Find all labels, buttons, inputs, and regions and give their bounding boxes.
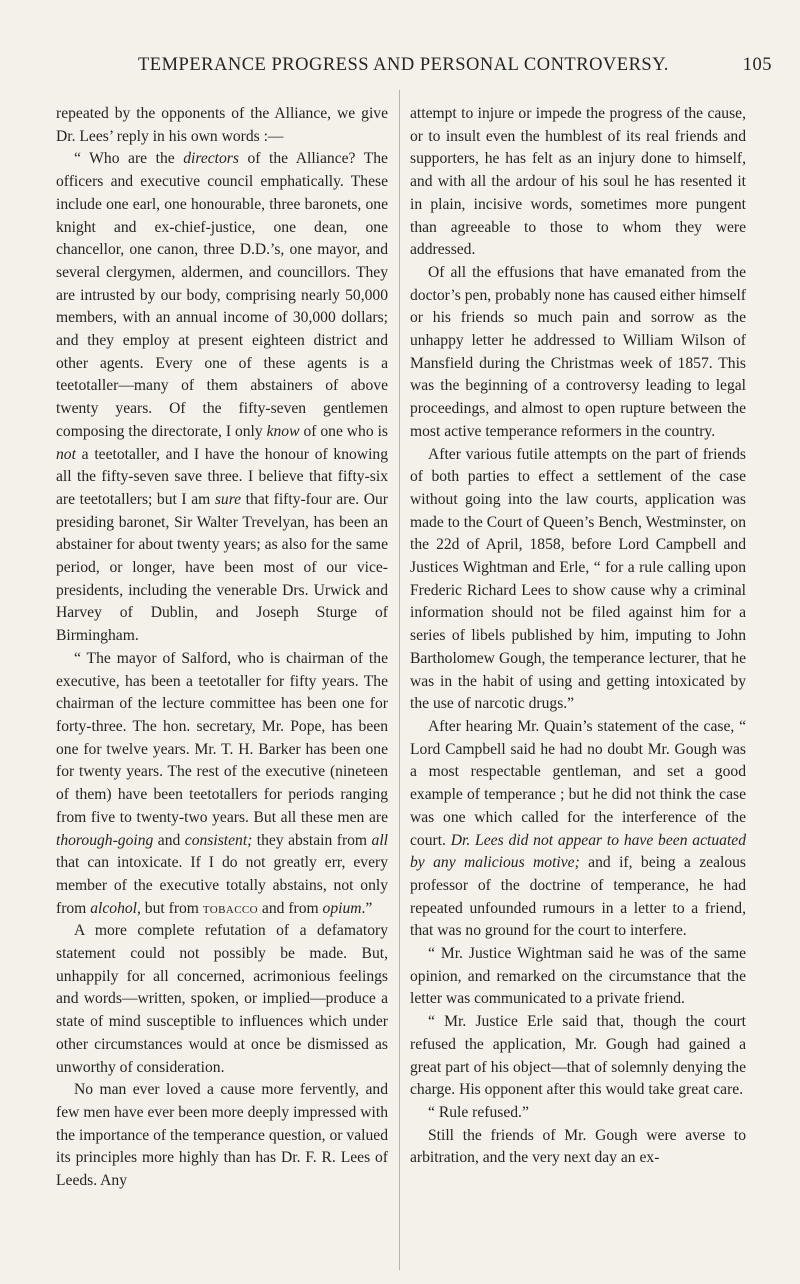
- column-divider: [399, 90, 400, 1270]
- right-column: [410, 103, 746, 1170]
- paragraph: After hearing Mr. Quain’s statement of the case, “ Lord Campbell said he had no doubt Mr. Gough was a most respectable gentleman, and set a good example of temperance ; but he did not think the case was one which called for the interference of the court. Dr. Lees did not appear to have been actuated by any malicious motive; and if, being a zealous professor of the doctrine of temperance, he had repeated unfounded rumours in a letter to a friend, that was no ground for the court to interfere.: [410, 717, 746, 940]
- left-column: [56, 103, 388, 1193]
- paragraph: “ Mr. Justice Erle said that, though the court refused the application, Mr. Gough had gained a great part of his object—that of solemnly denying the charge. His opponent after this would take great care.: [410, 1013, 746, 1099]
- running-head: TEMPERANCE PROGRESS AND PERSONAL CONTROVERSY.: [138, 55, 669, 75]
- paragraph: “ Mr. Justice Wightman said he was of the same opinion, and remarked on the circumstance that the letter was communicated to a private friend.: [410, 945, 746, 1008]
- paragraph: “ The mayor of Salford, who is chairman of the executive, has been a teetotaller for fifty years. The chairman of the lecture committee has been one for forty-three. The hon. secretary, Mr. Pope, has been one for twelve years. Mr. T. H. Barker has been one for twenty years. The rest of the executive (nineteen of them) have been teetotallers for periods ranging from five to twenty-two years. But all these men are thorough-going and consistent; they abstain from all that can intoxicate. If I do not greatly err, every member of the executive totally abstains, not only from alcohol, but from tobacco and from opium.”: [56, 649, 388, 917]
- paragraph: A more complete refutation of a defamatory statement could not possibly be made. But, unhappily for all concerned, acrimonious feelings and words—written, spoken, or implied—produce a state of mind susceptible to influences which under other circumstances would at once be dismissed as unworthy of consideration.: [56, 922, 388, 1076]
- paragraph: Still the friends of Mr. Gough were averse to arbitration, and the very next day an ex-: [410, 1126, 746, 1167]
- page-number: 105: [742, 55, 772, 75]
- paragraph: “ Who are the directors of the Alliance? The officers and executive council emphatically. These include one earl, one honourable, three baronets, one knight and ex-chief-justice, one dean, one chancellor, one canon, three D.D.’s, one mayor, and several clergymen, aldermen, and councillors. They are intrusted by our body, comprising nearly 50,000 members, with an annual income of 30,000 dollars; and they employ at present eighteen district and other agents. Every one of these agents is a teetotaller—many of them abstainers of above twenty years. Of the fifty-seven gentlemen composing the directorate, I only know of one who is not a teetotaller, and I have the honour of knowing all the fifty-seven save three. I believe that fifty-six are teetotallers; but I am sure that fifty-four are. Our presiding baronet, Sir Walter Trevelyan, has been an abstainer for about twenty years; as also for the same period, or longer, have been most of our vice-presidents, including the venerable Drs. Urwick and Harvey of Dublin, and Joseph Sturge of Birmingham.: [56, 150, 388, 645]
- paragraph: Of all the effusions that have emanated from the doctor’s pen, probably none has caused either himself or his friends so much pain and sorrow as the unhappy letter he addressed to William Wilson of Mansfield during the Christmas week of 1857. This was the beginning of a controversy leading to legal proceedings, and almost to open rupture between the most active temperance reformers in the country.: [410, 263, 746, 440]
- paragraph: “ Rule refused.”: [428, 1103, 529, 1121]
- paragraph: No man ever loved a cause more fervently, and few men have ever been more deeply impressed with the importance of the temperance question, or valued its principles more highly than has Dr. F. R. Lees of Leeds. Any: [56, 1081, 388, 1190]
- paragraph: attempt to injure or impede the progress of the cause, or to insult even the humblest of its real friends and supporters, he has felt as an injury done to himself, and with all the ardour of his soul he has resented it in plain, incisive words, sometimes more pungent than agreeable to those to whom they were addressed.: [410, 105, 746, 259]
- paragraph: After various futile attempts on the part of friends of both parties to effect a settlement of the case without going into the law courts, application was made to the Court of Queen’s Bench, Westminster, on the 22d of April, 1858, before Lord Campbell and Justices Wightman and Erle, “ for a rule calling upon Frederic Richard Lees to show cause why a criminal information should not be filed against him for a series of libels published by him, imputing to John Bartholomew Gough, the temperance lecturer, that he was in the habit of using and getting intoxicated by the use of narcotic drugs.”: [410, 445, 746, 713]
- paragraph: repeated by the opponents of the Alliance, we give Dr. Lees’ reply in his own words :—: [56, 105, 388, 145]
